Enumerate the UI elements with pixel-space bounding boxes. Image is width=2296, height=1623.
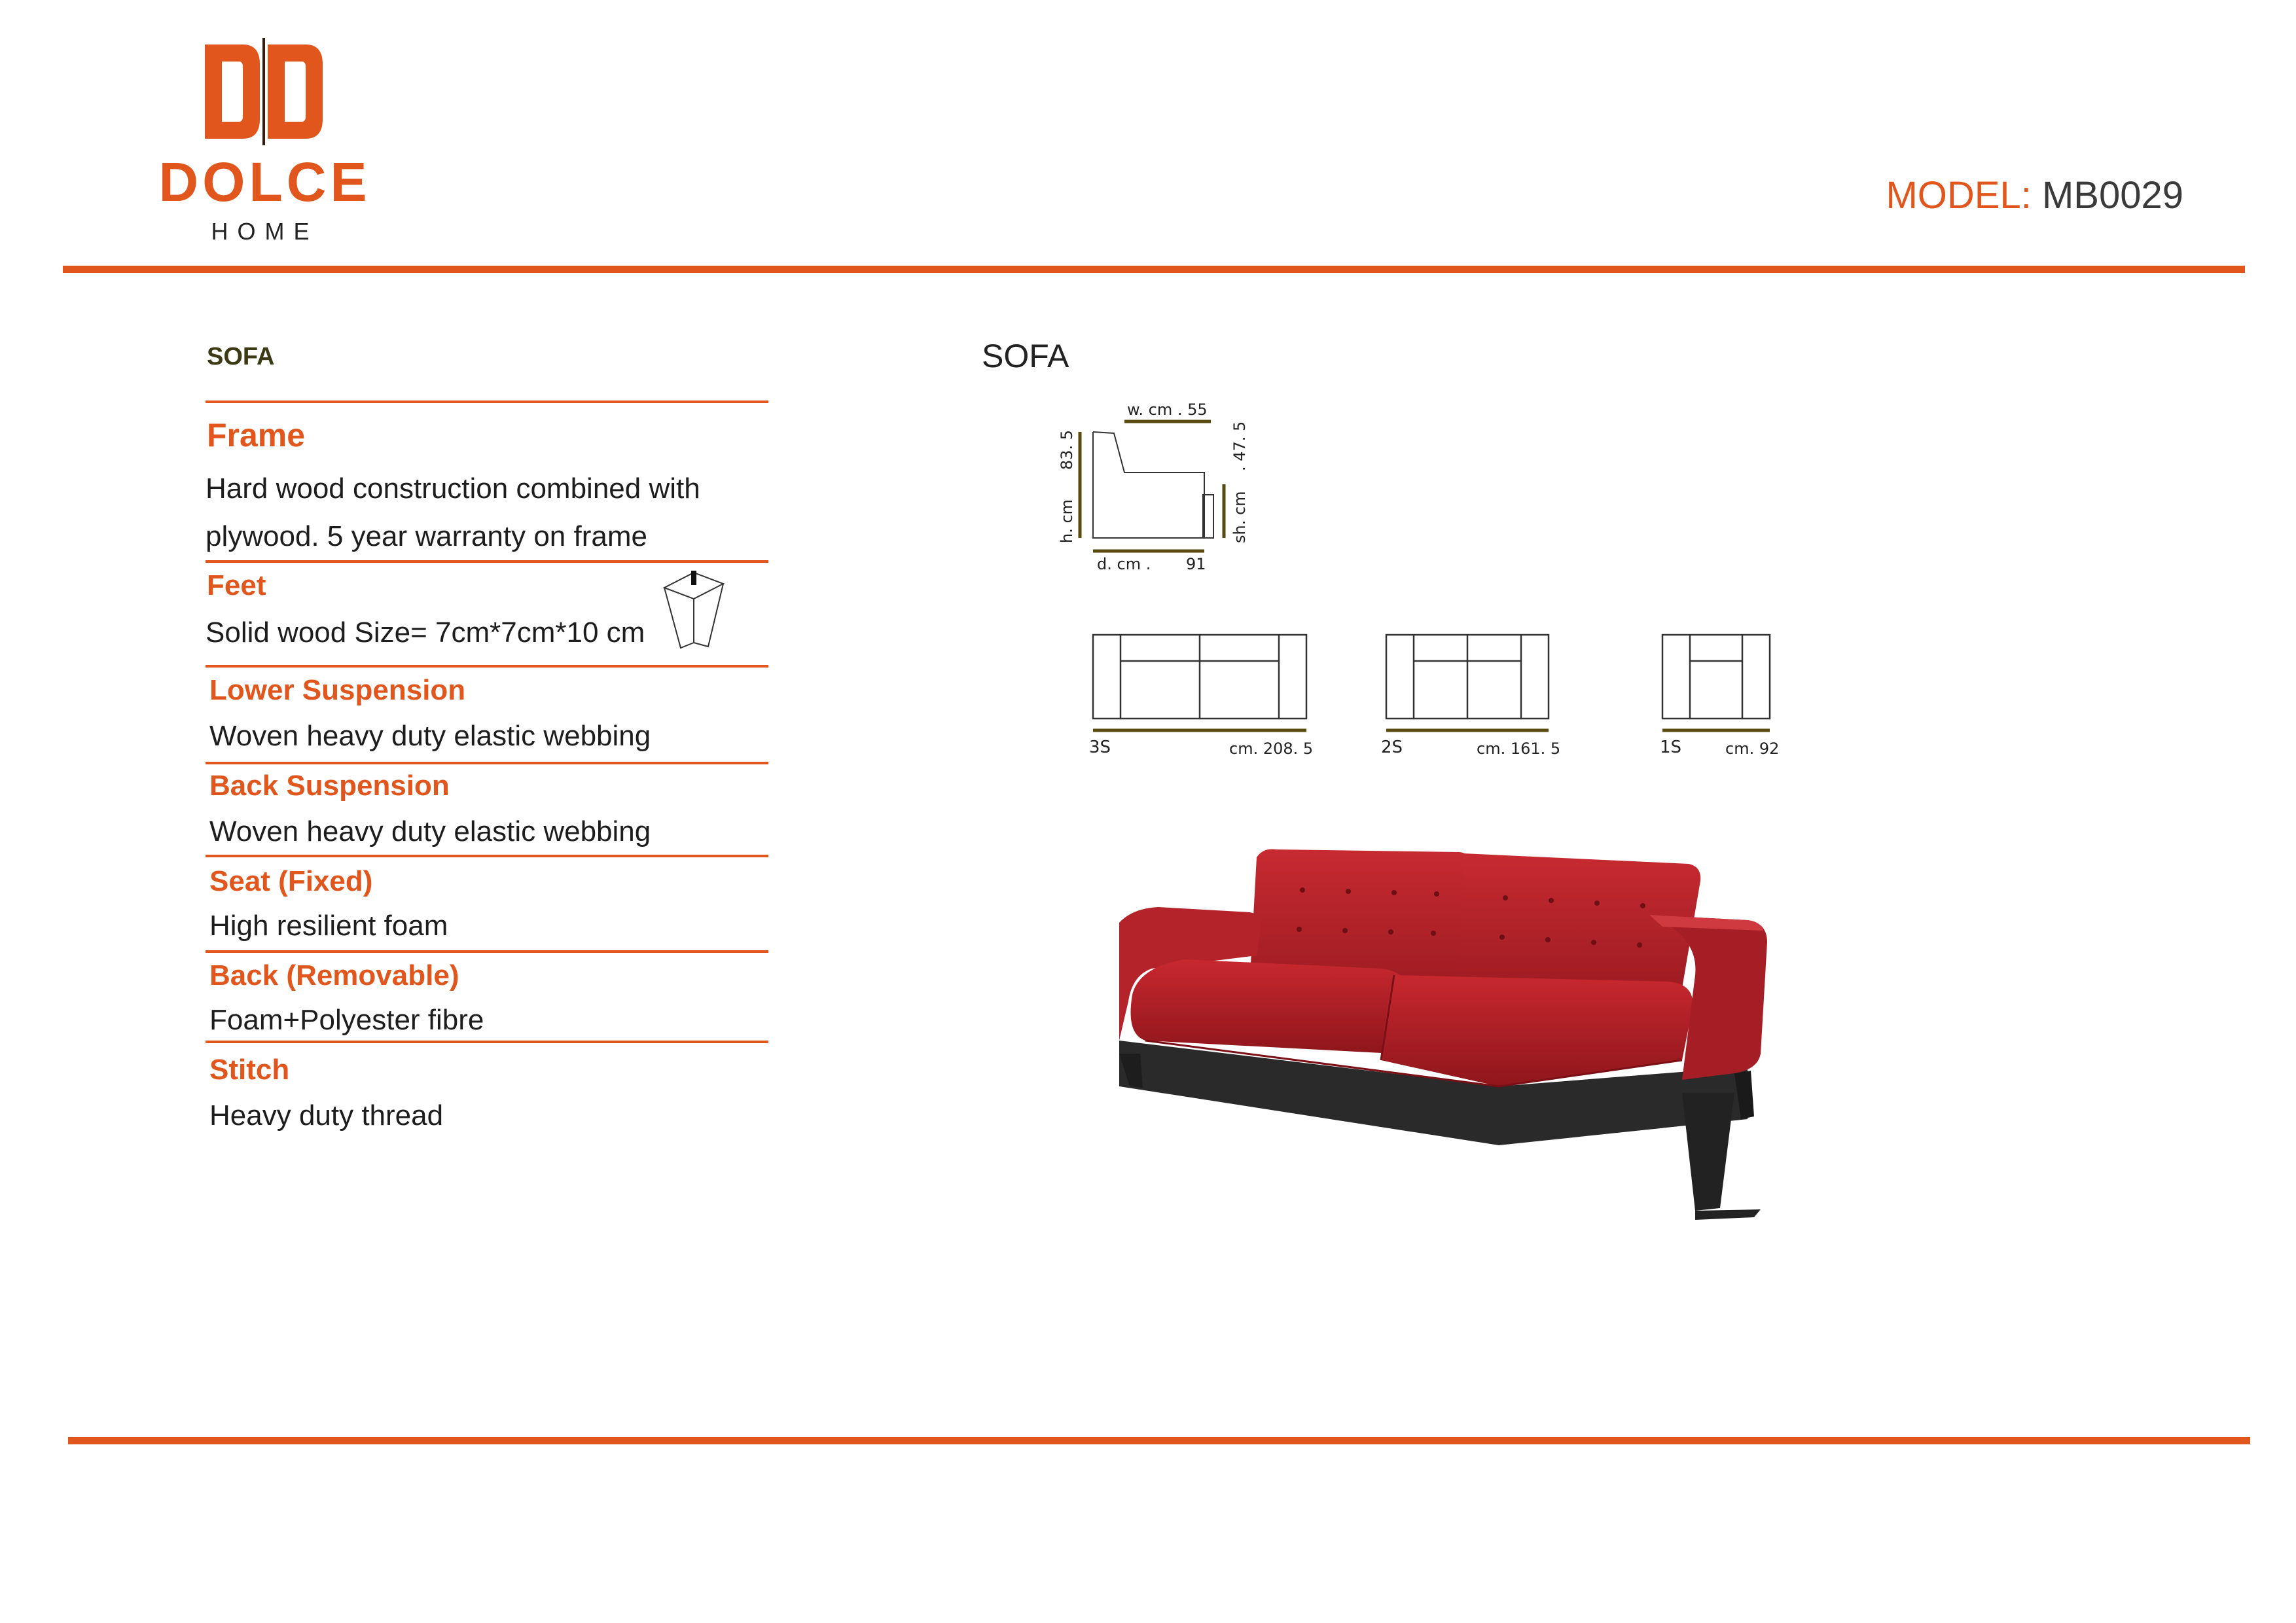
section-text-frame-2: plywood. 5 year warranty on frame	[206, 520, 647, 552]
section-title-lower-suspension: Lower Suspension	[209, 674, 466, 706]
section-title-seat: Seat (Fixed)	[209, 865, 373, 897]
size-code-1s: 1S	[1660, 738, 1682, 757]
spec-title: SOFA	[207, 343, 275, 370]
section-text-feet: Solid wood Size= 7cm*7cm*10 cm	[206, 616, 645, 649]
section-text-frame-1: Hard wood construction combined with	[206, 473, 700, 505]
feet-leg-icon	[661, 569, 726, 654]
section-title-feet: Feet	[207, 569, 266, 601]
section-text-lower-suspension: Woven heavy duty elastic webbing	[209, 720, 651, 752]
model-number	[1886, 174, 2183, 217]
section-title-frame: Frame	[207, 417, 306, 454]
width-label: w. cm . 55	[1127, 401, 1208, 419]
brand-tagline: HOME	[211, 218, 319, 245]
model-value: MB0029	[2041, 174, 2183, 217]
header-divider	[63, 266, 2245, 273]
size-code-3s: 3S	[1089, 738, 1111, 757]
section-text-stitch: Heavy duty thread	[209, 1099, 444, 1132]
section-title-back: Back (Removable)	[209, 959, 459, 991]
seat-height-label-b: . 47. 5	[1230, 421, 1249, 471]
brand-name: DOLCE	[158, 151, 371, 213]
product-sofa-image	[1106, 844, 1791, 1230]
spec-divider	[206, 1041, 768, 1043]
size-length-3s: cm. 208. 5	[1229, 740, 1314, 758]
section-text-back-suspension: Woven heavy duty elastic webbing	[209, 815, 651, 847]
depth-label-a: d. cm .	[1097, 555, 1151, 573]
section-text-seat: High resilient foam	[209, 910, 448, 942]
spec-divider	[206, 950, 768, 953]
model-label: MODEL:	[1886, 174, 2032, 217]
section-title-stitch: Stitch	[209, 1054, 290, 1086]
diagram-title: SOFA	[982, 338, 1069, 374]
size-length-1s: cm. 92	[1725, 740, 1780, 758]
section-title-back-suspension: Back Suspension	[209, 770, 450, 802]
logo-mark	[205, 38, 323, 145]
dimension-diagram	[1034, 386, 1806, 766]
height-label-a: h. cm	[1058, 499, 1076, 543]
seat-height-label-a: sh. cm	[1230, 491, 1249, 543]
depth-label-b: 91	[1186, 555, 1206, 573]
spec-divider	[206, 855, 768, 857]
height-label-b: 83. 5	[1058, 429, 1076, 470]
size-length-2s: cm. 161. 5	[1477, 740, 1561, 758]
section-text-back: Foam+Polyester fibre	[209, 1004, 484, 1036]
size-code-2s: 2S	[1381, 738, 1403, 757]
spec-divider	[206, 401, 768, 403]
spec-divider	[206, 665, 768, 668]
footer-divider	[68, 1437, 2250, 1444]
spec-divider	[206, 560, 768, 563]
spec-divider	[206, 762, 768, 764]
